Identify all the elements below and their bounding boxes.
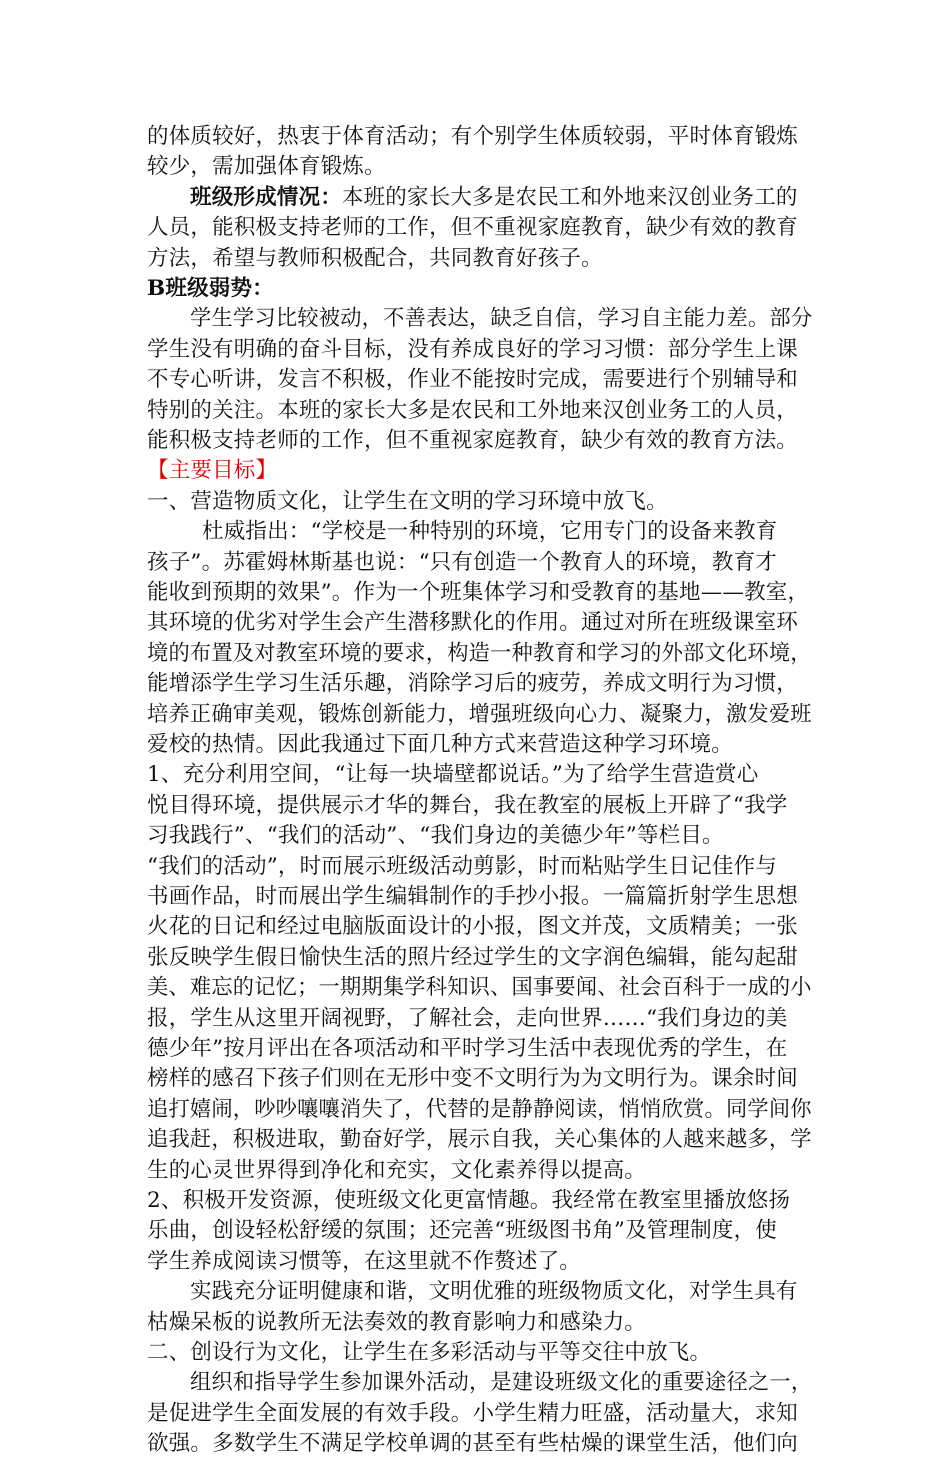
text-line: 乐曲，创设轻松舒缓的氛围；还完善“班级图书角”及管理制度，使 — [147, 1218, 777, 1244]
text-line: 的体质较好，热衷于体育活动；有个别学生体质较弱，平时体育锻炼 — [147, 124, 799, 149]
text-line: 榜样的感召下孩子们则在无形中变不文明行为为文明行为。课余时间 — [147, 1066, 799, 1092]
text-line: 学生学习比较被动，不善表达，缺乏自信，学习自主能力差。部分 — [190, 306, 813, 332]
text-line: 孩子”。苏霍姆林斯基也说：“只有创造一个教育人的环境，教育才 — [147, 549, 777, 575]
text-run: 本班的家长大多是农民工和外地来汉创业务工的 — [341, 184, 798, 210]
text-line: 报，学生从这里开阔视野，了解社会，走向世界……“我们身边的美 — [147, 1005, 788, 1031]
text-line — [190, 183, 798, 213]
text-line: 习我践行”、“我们的活动”、“我们身边的美德少年”等栏目。 — [147, 823, 724, 849]
text-line: 学生没有明确的奋斗目标，没有养成良好的学习习惯：部分学生上课 — [147, 336, 799, 362]
text-line: 是促进学生全面发展的有效手段。小学生精力旺盛，活动量大，求知 — [147, 1400, 799, 1426]
text-line: 特别的关注。本班的家长大多是农民和工外地来汉创业务工的人员， — [147, 397, 799, 423]
bold-run: 班级形成情况： — [190, 184, 342, 210]
text-line: 悦目得环境，提供展示才华的舞台，我在教室的展板上开辟了“我学 — [147, 792, 788, 818]
text-line: 能积极支持老师的工作，但不重视家庭教育，缺少有效的教育方法。 — [147, 428, 799, 453]
text-line: 书画作品，时而展出学生编辑制作的手抄小报。一篇篇折射学生思想 — [147, 884, 799, 909]
text-line: 较少，需加强体育锻炼。 — [147, 154, 386, 180]
text-line: 杜威指出：“学校是一种特别的环境，它用专门的设备来教育 — [202, 519, 778, 545]
text-line: 美、难忘的记忆；一期期集学科知识、国事要闻、社会百科于一成的小 — [147, 975, 812, 1001]
text-line: 生的心灵世界得到净化和充实，文化素养得以提高。 — [147, 1157, 647, 1183]
text-line: 方法，希望与教师积极配合，共同教育好孩子。 — [147, 245, 603, 271]
text-line: 追打嬉闹，吵吵嚷嚷消失了，代替的是静静阅读，悄悄欣赏。同学间你 — [147, 1096, 812, 1122]
text-line: “我们的活动”，时而展示班级活动剪影，时而粘贴学生日记佳作与 — [147, 853, 777, 879]
text-line: 一、营造物质文化，让学生在文明的学习环境中放飞。 — [147, 488, 668, 514]
text-line: 能增添学生学习生活乐趣，消除学习后的疲劳，养成文明行为习惯， — [147, 671, 799, 697]
text-line: B班级弱势： — [147, 276, 274, 301]
text-line: 实践充分证明健康和谐，文明优雅的班级物质文化，对学生具有 — [190, 1279, 798, 1305]
text-line: 能收到预期的效果”。作为一个班集体学习和受教育的基地——教室， — [147, 580, 810, 605]
text-line: 【主要目标】 — [147, 458, 278, 484]
text-line: 枯燥呆板的说教所无法奏效的教育影响力和感染力。 — [147, 1309, 647, 1335]
text-line: 爱校的热情。因此我通过下面几种方式来营造这种学习环境。 — [147, 732, 733, 757]
text-line: 境的布置及对教室环境的要求，构造一种教育和学习的外部文化环境， — [147, 640, 812, 666]
text-line: 2、积极开发资源，使班级文化更富情趣。我经常在教室里播放悠扬 — [147, 1188, 791, 1213]
text-line: 培养正确审美观，锻炼创新能力，增强班级向心力、凝聚力，激发爱班 — [147, 701, 812, 727]
text-line: 追我赶，积极进取，勤奋好学，展示自我，关心集体的人越来越多，学 — [147, 1127, 812, 1153]
text-line: 组织和指导学生参加课外活动，是建设班级文化的重要途径之一， — [190, 1370, 813, 1396]
text-line: 不专心听讲，发言不积极，作业不能按时完成，需要进行个别辅导和 — [147, 367, 799, 393]
text-line: 1、充分利用空间，“让每一块墙壁都说话。”为了给学生营造赏心 — [147, 762, 759, 788]
text-line: 二、创设行为文化，让学生在多彩活动与平等交往中放飞。 — [147, 1340, 712, 1365]
text-line: 其环境的优劣对学生会产生潜移默化的作用。通过对所在班级课室环 — [147, 610, 799, 636]
text-line: 人员，能积极支持老师的工作，但不重视家庭教育，缺少有效的教育 — [147, 215, 799, 241]
text-line: 张反映学生假日愉快生活的照片经过学生的文字润色编辑，能勾起甜 — [147, 944, 799, 970]
text-line: 德少年”按月评出在各项活动和平时学习生活中表现优秀的学生，在 — [147, 1036, 788, 1061]
document-page — [147, 0, 813, 1457]
text-line: 火花的日记和经过电脑版面设计的小报，图文并茂，文质精美；一张 — [147, 914, 799, 940]
text-line: 学生养成阅读习惯等，在这里就不作赘述了。 — [147, 1248, 582, 1274]
text-line: 欲强。多数学生不满足学校单调的甚至有些枯燥的课堂生活，他们向 — [147, 1431, 799, 1457]
